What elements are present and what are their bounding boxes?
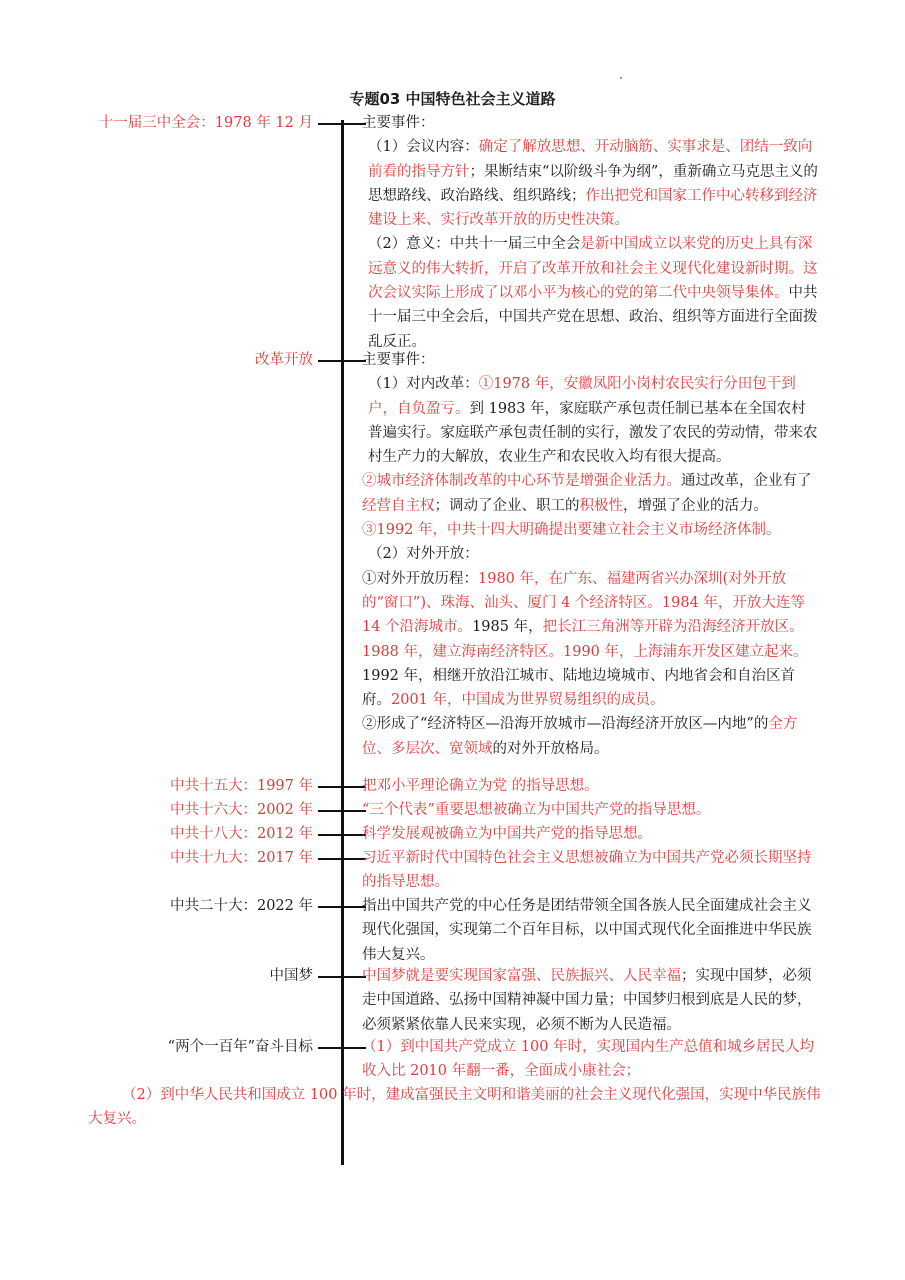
highlight: 积极性 [579, 497, 623, 514]
timeline-tick [318, 858, 366, 860]
timeline-tick [318, 976, 366, 978]
timeline-tick [318, 834, 366, 836]
paragraph [362, 469, 820, 518]
event-18th-congress: 科学发展观被确立为中国共产党的指导思想。 [362, 826, 652, 842]
timeline-label-third-plenum: 十一届三中全会：1978 年 12 月 [98, 115, 313, 131]
text: ；果断结束“以阶级斗争为纲”，重新确立马克思主义的思想路线、政治路线、组织路线； [368, 163, 818, 204]
event-heading: 主要事件： [362, 352, 435, 368]
paragraph: ③1992 年，中共十四大明确提出要建立社会主义市场经济体制。 [362, 522, 781, 539]
highlight: 2001 年，中国成为世界贸易组织的成员。 [391, 692, 665, 709]
highlight: 经营自主权 [362, 497, 435, 514]
timeline-label-19th-congress: 中共十九大：2017 年 [169, 850, 313, 866]
highlight: ②城市经济体制改革的中心环节是增强企业活力。 [362, 473, 681, 490]
timeline-label-16th-congress: 中共十六大：2002 年 [169, 802, 313, 818]
event-19th-congress: 习近平新时代中国特色社会主义思想被确立为中国共产党必须长期坚持的指导思想。 [362, 850, 812, 891]
text: ①对外开放历程： [362, 570, 478, 587]
timeline-tick [318, 786, 366, 788]
text: 的对外开放格局。 [492, 740, 609, 757]
two-centenary-goal-2: （2）到中华人民共和国成立 100 年时，建成富强民主文明和谐美丽的社会主义现代化强国，实现中华民族伟大复兴。 [88, 1087, 821, 1127]
timeline-tick [318, 123, 366, 125]
timeline-label-20th-congress: 中共二十大：2022 年 [169, 898, 313, 914]
paragraph [362, 135, 820, 232]
highlight: 中国梦就是要实现国家富强、民族振兴、人民幸福 [362, 968, 681, 984]
text: ；实现中国梦，必须走中国道路、弘扬中国精神凝中国力量；中国梦归根到底是人民的梦，必须紧紧依靠人民来实现，必须不断为人民造福。 [362, 968, 812, 1033]
timeline-tick [318, 906, 366, 908]
paragraph [362, 372, 820, 469]
event-heading: 主要事件： [362, 115, 435, 131]
timeline-label-two-centenary: “两个一百年”奋斗目标 [167, 1039, 313, 1055]
timeline-label-chinese-dream: 中国梦 [269, 968, 313, 984]
text: （1）对内改革： [368, 376, 479, 393]
paragraph [362, 567, 820, 713]
text: ，增强了企业的活力。 [623, 497, 768, 514]
timeline-label-15th-congress: 中共十五大：1997 年 [169, 778, 313, 794]
paragraph: （2）对外开放： [368, 546, 479, 563]
text: （1）会议内容： [368, 139, 479, 156]
scan-speck [620, 77, 622, 79]
text: 1992 年，相继开放沿江城市、陆地边境城市、内地省会和自治区首府。 [362, 667, 796, 709]
event-15th-congress: 把邓小平理论确立为党 的指导思想。 [362, 778, 599, 794]
paragraph [362, 712, 820, 761]
timeline-axis [341, 120, 344, 1165]
event-reform-opening [362, 348, 820, 761]
text: 中共十一届三中全会后，中国共产党在思想、政治、组织等方面进行全面拨乱反正。 [368, 285, 818, 350]
text: ②形成了“经济特区—沿海开放城市—沿海经济开放区—内地”的 [362, 716, 769, 733]
paragraph [362, 232, 820, 353]
text: 到 1983 年，家庭联产承包责任制已基本在全国农村普遍实行。家庭联产承包责任制的实行，激发了农民的劳动情，带来农村生产力的大解放，农业生产和农民收入均有很大提高。 [368, 400, 818, 466]
event-chinese-dream [362, 964, 820, 1037]
timeline-label-reform: 改革开放 [255, 352, 313, 368]
highlight: 是新中国成立以来党的历史上具有深远意义的伟大转折，开启了改革开放和社会主义现代化建设新时期。这次会议实际上形成了以邓小平为核心的党的第二代中央领导集体。 [368, 236, 818, 302]
highlight: 把长江三角洲等开辟为沿海经济开放区。1988 年，建立海南经济特区。1990 年，上海浦东开发区建立起来。 [362, 619, 808, 660]
event-16th-congress: “三个代表”重要思想被确立为中国共产党的指导思想。 [362, 802, 711, 818]
text: （2）意义：中共十一届三中全会 [368, 236, 581, 253]
text: 1985 年， [472, 619, 543, 636]
highlight: ①1978 年，安徽凤阳小岗村农民实行分田包干到户，自负盈亏。 [368, 376, 796, 417]
text: 通过改革，企业有了 [681, 473, 812, 490]
timeline-label-18th-congress: 中共十八大：2012 年 [169, 826, 313, 842]
timeline-tick [318, 810, 366, 812]
highlight: 全方位、多层次、宽领域 [362, 716, 798, 757]
event-third-plenum [362, 111, 820, 354]
event-20th-congress: 指出中国共产党的中心任务是团结带领全国各族人民全面建成社会主义现代化强国，实现第二个百年目标，以中国式现代化全面推进中华民族伟大复兴。 [362, 898, 812, 963]
page-title: 专题03 中国特色社会主义道路 [349, 90, 556, 108]
highlight: 1980 年，在广东、福建两省兴办深圳(对外开放的“窗口”)、珠海、汕头、厦门 4 个经济特区。1984 年，开放大连等 14 个沿海城市。 [362, 570, 805, 636]
highlight: 作出把党和国家工作中心转移到经济建设上来、实行改革开放的历史性决策。 [368, 187, 818, 229]
timeline-tick [318, 360, 366, 362]
highlight: 确定了解放思想、开动脑筋、实事求是、团结一致向前看的指导方针 [368, 139, 813, 180]
text: ；调动了企业、职工的 [434, 497, 580, 514]
timeline-tick [318, 1047, 366, 1049]
event-two-centenary: （1）到中国共产党成立 100 年时，实现国内生产总值和城乡居民人均收入比 2010 年翻一番，全面成小康社会； [362, 1039, 815, 1080]
